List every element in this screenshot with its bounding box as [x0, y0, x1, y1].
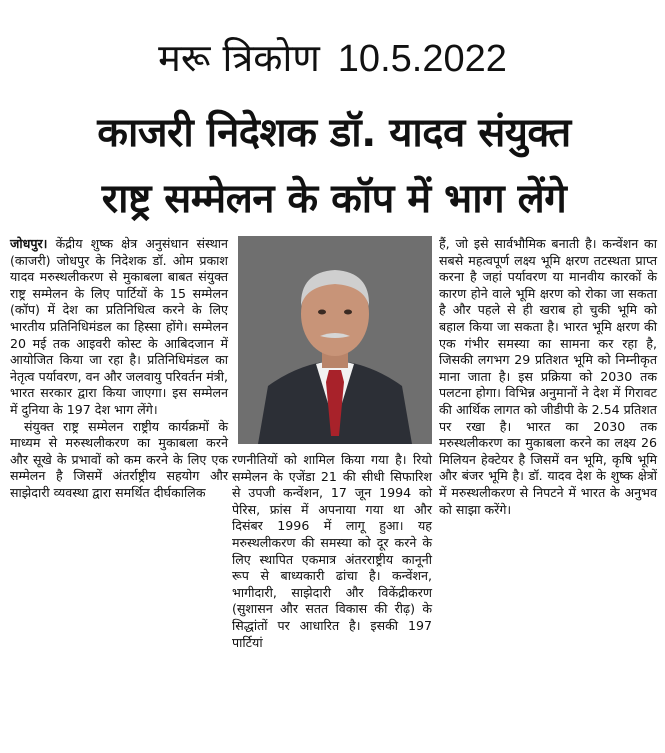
masthead [0, 34, 665, 83]
article-column-1 [10, 236, 228, 502]
article-column-2 [232, 452, 432, 651]
article-paragraph: रणनीतियों को शामिल किया गया है। रियो सम्मेलन के एजेंडा 21 की सीधी सिफारिश से उपजी कन्वेंशन, 17 जून 1994 को पेरिस, फ्रांस में अपनाया गया था और दिसंबर 1996 में लागू हुआ। यह मरुस्थलीकरण की समस्या को दूर करने के लिए स्थापित एकमात्र अंतरराष्ट्रीय कानूनी रूप से बाध्यकारी ढांचा है। कन्वेंशन, भागीदारी, साझेदारी और विकेंद्रीकरण (सुशासन और सतत विकास की रीढ़) के सिद्धांतों पर आधारित है। इसकी 197 पार्टियां [232, 452, 432, 650]
article-column-3 [439, 236, 657, 518]
paragraph-text: केंद्रीय शुष्क क्षेत्र अनुसंधान संस्थान (काजरी) जोधपुर के निदेशक डॉ. ओम प्रकाश यादव मरुस्थलीकरण से मुकाबला बाबत संयुक्त राष्ट्र सम्मेलन के लिए पार्टियों के 15 सम्मेलन (कॉप) में देश का प्रतिनिधित्व करने के लिए भारतीय प्रतिनिधिमंडल का हिस्सा होंगे। सम्मेलन 20 मई तक आइवरी कोस्ट के आबिदजान में आयोजित किया जा रहा है। प्रतिनिधिमंडल का नेतृत्व पर्यावरण, वन और जलवायु परिवर्तन मंत्री, भारत सरकार द्वारा किया जाएगा। इस सम्मेलन में दुनिया के 197 देश भाग लेंगे। [10, 236, 228, 417]
headline-line-1: काजरी निदेशक डॉ. यादव संयुक्त [97, 110, 571, 156]
publication-date: 10.5.2022 [337, 38, 507, 80]
newspaper-name: मरू त्रिकोण [158, 36, 320, 80]
portrait-photo [238, 236, 432, 444]
headline-line-2: राष्ट्र सम्मेलन के कॉप में भाग लेंगे [101, 176, 567, 222]
dateline: जोधपुर। [10, 236, 48, 251]
portrait-illustration [238, 236, 432, 444]
article-paragraph [10, 236, 228, 419]
article-paragraph: संयुक्त राष्ट्र सम्मेलन राष्ट्रीय कार्यक्रमों के माध्यम से मरुस्थलीकरण का मुकाबला करने और सूखे के प्रभावों को कम करने के लिए एक सम्मेलन है जिसमें अंतर्राष्ट्रीय सहयोग और साझेदारी व्यवस्था द्वारा समर्थित दीर्घकालिक [10, 418, 228, 500]
article-paragraph: हैं, जो इसे सार्वभौमिक बनाती है। कन्वेंशन का सबसे महत्वपूर्ण लक्ष्य भूमि क्षरण तटस्थता प्राप्त करना है जहां पर्यावरण या मानवीय कारकों के कारण होने वाले भूमि क्षरण को रोका जा सकता है और पहले से ही खराब हो चुकी भूमि को बहाल किया जा सकता है। भारत भूमि क्षरण की एक गंभीर समस्या का सामना कर रहा है, जिसकी लगभग 29 प्रतिशत भूमि को निम्नीकृत माना जाता है। इस प्रक्रिया को 2030 तक पलटना होगा। विभिन्न अनुमानों ने देश में गिरावट की आर्थिक लागत को जीडीपी के 2.54 प्रतिशत पर रखा है। भारत का 2030 तक मरुस्थलीकरण का मुकाबला करने का लक्ष्य 26 मिलियन हेक्टेयर है जिसमें वन भूमि, कृषि भूमि और बंजर भूमि है। डॉ. यादव देश के शुष्क क्षेत्रों में मरुस्थलीकरण से निपटने में भारत के अनुभव को साझा करेंगे। [439, 236, 657, 517]
